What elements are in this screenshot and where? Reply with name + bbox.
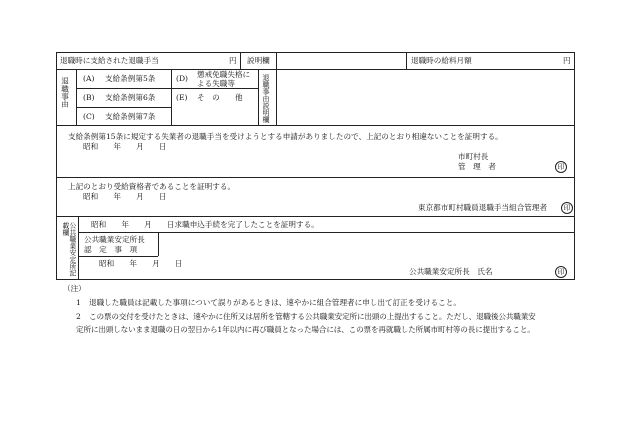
cert1-text: 支給条例第15条に規定する失業者の退職手当を受けようとする申請がありましたので、上記のとおり相違ないことを証明する。 [68,132,503,141]
reason-explanation-label: 退職事由説明欄 [262,74,270,123]
option-key: (E) [176,93,188,102]
note-number: 1 [76,298,81,307]
option-key: (A) [83,74,95,83]
approval-label: 認 定 事 項 [84,245,138,254]
option-text: 支給条例第6条 [105,93,156,102]
seal-mark: 印 [561,202,573,214]
cert1-role: 管 理 者 [458,162,496,171]
yen-unit: 円 [563,56,571,65]
employment-office-label: 公共職業安定所記載欄 [60,222,76,277]
retire-allowance-label: 退職時に支給された退職手当 [60,56,159,65]
option-text: 懲戒免職失格に [197,70,251,79]
cert2-date: 昭和 年 月 日 [83,192,167,201]
option-text: そ の 他 [197,93,243,102]
seal-mark: 印 [555,161,567,173]
note-text: この票の交付を受けたときは、速やかに住所又は居所を管轄する公共職業安定所に出頭の上提出すること。ただし、退職後公共職業安 [89,312,536,321]
note-text: 定所に出頭しないまま退職の日の翌日から1年以内に再び職員となった場合には、この票を再就職した所属市町村等の長に提出すること。 [76,325,535,334]
option-key: (B) [83,93,95,102]
cert1-date: 昭和 年 月 日 [83,142,167,151]
cert1-org: 市町村長 [458,152,489,161]
office-signer: 公共職業安定所長 氏名 [409,267,493,276]
note-number: 2 [76,312,81,321]
retirement-reason-label: 退職事由 [60,77,70,108]
notes-title: （注） [63,284,86,293]
cert2-org: 東京都市町村職員退職手当組合管理者 [418,203,548,212]
note-text: 退職した職員は記載した事項について誤りがあるときは、速やかに組合管理者に申し出て訂正を受けること。 [89,298,461,307]
office-date: 昭和 年 月 日 [99,259,183,268]
option-text: 支給条例第5条 [105,74,156,83]
cert2-text: 上記のとおり受給資格者であることを証明する。 [68,182,236,191]
option-key: (C) [83,112,95,121]
monthly-salary-label: 退職時の給料月額 [411,56,472,65]
option-key: (D) [176,74,189,83]
explanation-label: 説明欄 [247,56,270,65]
approval-label: 公共職業安定所長 [84,235,145,244]
job-application-text: 昭和 年 月 日求職申込手続を完了したことを証明する。 [91,220,319,229]
option-text: 支給条例第7条 [105,112,156,121]
seal-mark: 印 [555,266,567,278]
yen-unit: 円 [229,56,237,65]
option-text: よる失職等 [197,79,235,88]
